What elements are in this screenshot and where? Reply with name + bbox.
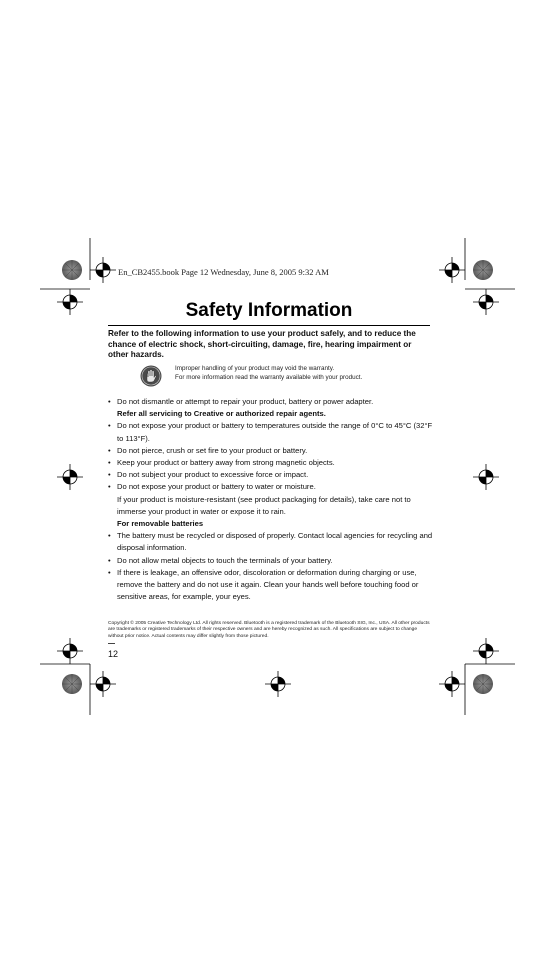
list-item: • Do not expose your product or battery to temperatures outside the range of 0°C to 45°C (32°F to 113°F). — [108, 420, 433, 444]
list-item: • Keep your product or battery away from strong magnetic objects. — [108, 457, 433, 469]
title-underline — [108, 325, 430, 326]
crosshair-registration-icon — [57, 464, 83, 490]
page-number-rule — [108, 643, 115, 644]
crosshair-registration-icon — [57, 638, 83, 664]
list-item-note: If your product is moisture-resistant (see product packaging for details), take care not to immerse your product in water or expose it to rain. — [117, 494, 411, 516]
print-header-line: En_CB2455.book Page 12 Wednesday, June 8, 2005 9:32 AM — [118, 267, 329, 277]
copyright-notice: Copyright © 2005 Creative Technology Ltd. All rights reserved. Bluetooth is a registered trademark of the Bluetooth SIG, Inc., USA. All other products are trademarks or registered trademarks of their respective owners and are hereby recognized as such. All specifications are subject to change without prior notice. Actual contents may differ slightly from those pictured. — [108, 621, 430, 639]
list-item: • The battery must be recycled or disposed of properly. Contact local agencies for recycling and disposal information. — [108, 530, 433, 554]
page-number: 12 — [108, 649, 119, 659]
safety-list — [108, 396, 433, 603]
warning-line-2: For more information read the warranty available with your product. — [175, 373, 363, 381]
crosshair-registration-icon — [473, 289, 499, 315]
gray-halftone-disc-icon — [473, 674, 493, 694]
crosshair-registration-icon — [265, 671, 291, 697]
gray-halftone-disc-icon — [62, 674, 82, 694]
warning-line-1: Improper handling of your product may void the warranty. — [175, 365, 335, 372]
list-item: • Do not subject your product to excessive force or impact. — [108, 469, 433, 481]
page-title: Safety Information — [185, 300, 353, 321]
crosshair-registration-icon — [90, 671, 116, 697]
crosshair-registration-icon — [439, 671, 465, 697]
list-item: • Do not expose your product or battery to water or moisture. If your product is moisture-resistant (see product packaging for details), take care not to immerse your product in water or expose it to rain. — [108, 481, 433, 518]
crosshair-registration-icon — [439, 257, 465, 283]
crosshair-registration-icon — [473, 638, 499, 664]
list-item: • Do not dismantle or attempt to repair your product, battery or power adapter. Refer all servicing to Creative or authorized repair agents. — [108, 396, 433, 420]
list-item: • If there is leakage, an offensive odor, discoloration or deformation during charging or use, remove the battery and do not use it again. Clean your hands well before touching food or sensitive areas, for example, your eyes. — [108, 567, 433, 604]
crosshair-registration-icon — [57, 289, 83, 315]
list-item: • Do not allow metal objects to touch the terminals of your battery. — [108, 555, 433, 567]
crosshair-registration-icon — [473, 464, 499, 490]
list-item-note: Refer all servicing to Creative or authorized repair agents. — [117, 409, 326, 419]
gray-halftone-disc-icon — [62, 260, 82, 280]
removable-batteries-heading: For removable batteries — [117, 519, 204, 529]
list-item: • Do not pierce, crush or set fire to your product or battery. — [108, 445, 433, 457]
crosshair-registration-icon — [90, 257, 116, 283]
intro-paragraph: Refer to the following information to use your product safely, and to reduce the chance of electric shock, short-circuiting, damage, fire, hearing impairment or other hazards. — [108, 329, 416, 359]
gray-halftone-disc-icon — [473, 260, 493, 280]
warranty-warning — [140, 363, 430, 391]
hand-caution-icon — [140, 365, 162, 387]
